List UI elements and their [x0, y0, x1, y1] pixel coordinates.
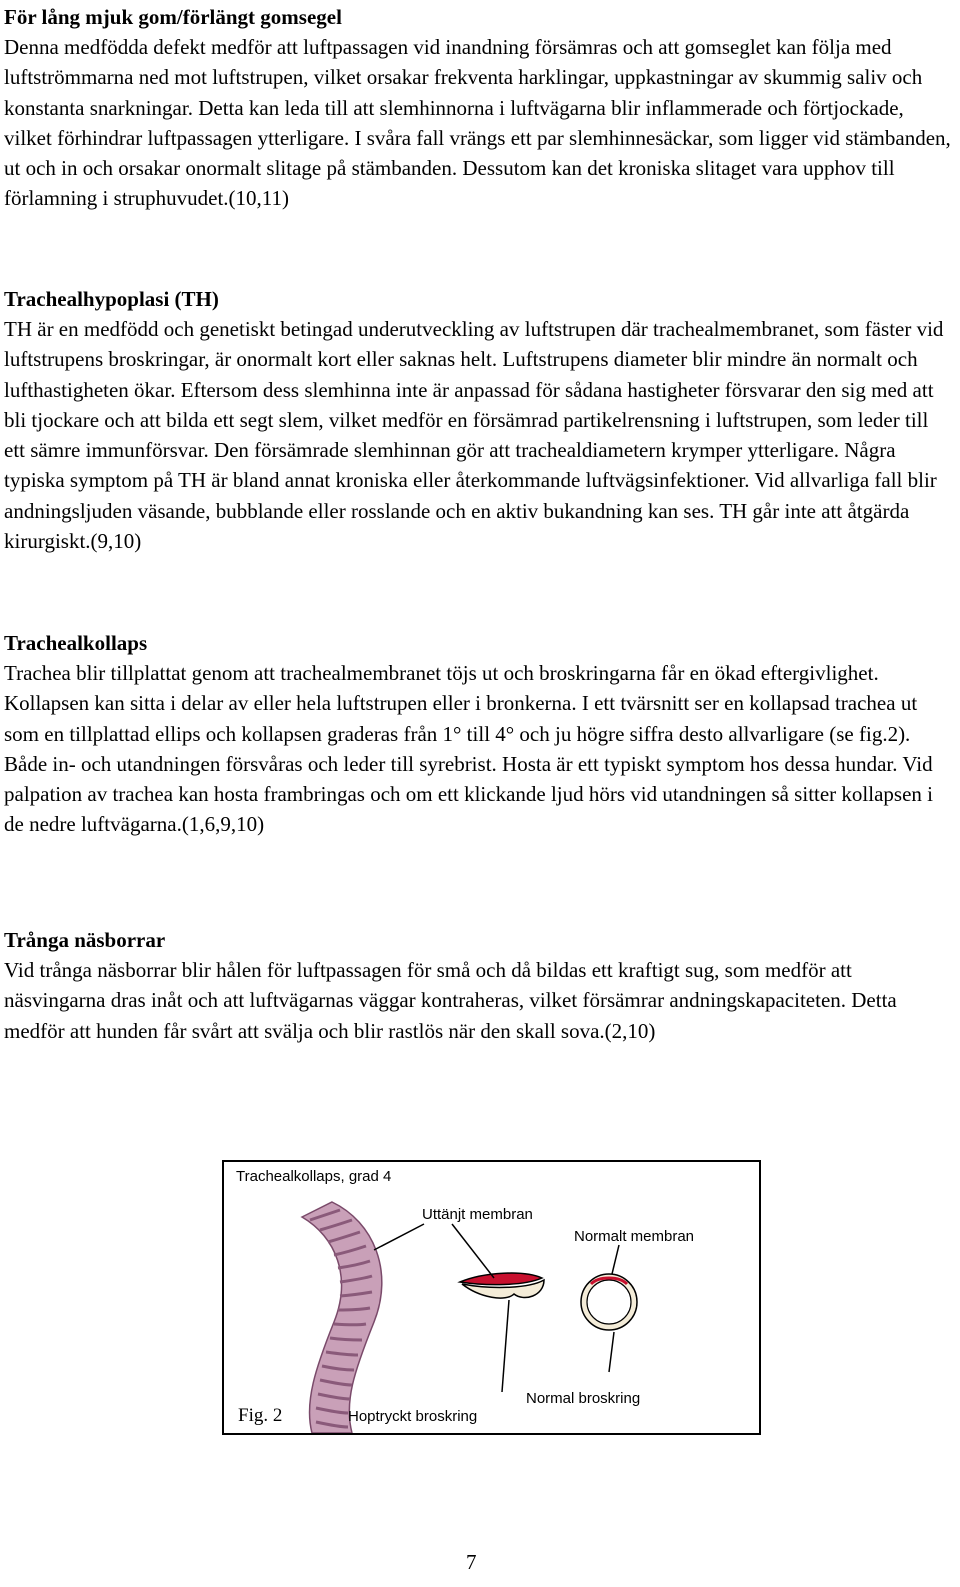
section-body: Vid trånga näsborrar blir hålen för luftpassagen för små och då bildas ett kraftigt sug, som medför att näsvingarna dras inåt och att luftvägarnas väggar kontraheras, vilket försämrar andningskapaciteten. Detta medför att hunden får svårt att svälja och blir rastlös när den skall sova.(2,10) [4, 958, 897, 1043]
page-number: 7 [466, 1550, 477, 1574]
section-tracheal-collapse [4, 628, 952, 840]
section-body: Trachea blir tillplattat genom att trachealmembranet töjs ut och broskringarna får en ökad eftergivlighet. Kollapsen kan sitta i delar av eller hela luftstrupen eller i bronkerna. I ett tvärsnitt ser en kollapsad trachea ut som en tillplattad ellips och kollapsen graderas från 1° till 4° och ju högre siffra desto allvarligare (se fig.2). Både in- och utandningen försvåras och leder till syrebrist. Hosta är ett typiskt symptom hos dessa hundar. Vid palpation av trachea kan hosta frambringas och om ett klickande ljud hörs vid utandningen så sitter kollapsen i de nedre luftvägarna.(1,6,9,10) [4, 661, 933, 837]
figure-caption: Fig. 2 [238, 1405, 283, 1426]
section-soft-palate [4, 2, 952, 214]
section-heading: För lång mjuk gom/förlängt gomsegel [4, 5, 342, 29]
section-tracheal-hypoplasia [4, 284, 952, 556]
trachea-illustration [224, 1162, 759, 1433]
section-body: Denna medfödda defekt medför att luftpassagen vid inandning försämras och att gomseglet kan följa med luftströmmarna ned mot luftstrupen, vilket orsakar frekventa harklingar, uppkastningar av skummig saliv och konstanta snarkningar. Detta kan leda till att slemhinnorna i luftvägarna blir inflammerade och förtjockade, vilket förhindrar luftpassagen ytterligare. I svåra fall vrängs ett par slemhinnesäckar, som ligger vid stämbanden, ut och in och orsakar onormalt slitage på stämbanden. Dessutom kan det kroniska slitaget vara upphov till förlamning i struphuvudet.(10,11) [4, 35, 951, 211]
figure-tracheal-collapse [222, 1160, 761, 1435]
section-narrow-nostrils [4, 925, 952, 1046]
label-normal-cartilage: Normal broskring [526, 1390, 641, 1407]
section-body: TH är en medfödd och genetiskt betingad underutveckling av luftstrupen där trachealmembranet, som fäster vid luftstrupens broskringar, är onormalt kort eller saknas helt. Luftstrupens diameter blir mindre än normalt och lufthastigheten ökar. Eftersom dess slemhinna inte är anpassad för sådana hastigheter försvarar den sig med att bli tjockare och att bilda ett segt slem, vilket medför en försämrad partikelrensning i luftstrupen, som leder till ett sämre immunförsvar. Den försämrade slemhinnan gör att trachealdiametern krymper ytterligare. Några typiska symptom på TH är bland annat kroniska eller återkommande luftvägsinfektioner. Vid allvarliga fall blir andningsljuden väsande, bubblande eller rosslande och en aktiv bukandning kan ses. TH går inte att åtgärda kirurgiskt.(9,10) [4, 317, 944, 554]
figure-title: Trachealkollaps, grad 4 [236, 1168, 392, 1185]
label-stretched-membrane: Uttänjt membran [422, 1206, 533, 1223]
section-heading: Trachealhypoplasi (TH) [4, 287, 219, 311]
section-heading: Trachealkollaps [4, 631, 148, 655]
label-compressed-cartilage: Hoptryckt broskring [348, 1408, 478, 1425]
section-heading: Trånga näsborrar [4, 928, 166, 952]
label-normal-membrane: Normalt membran [574, 1228, 695, 1245]
